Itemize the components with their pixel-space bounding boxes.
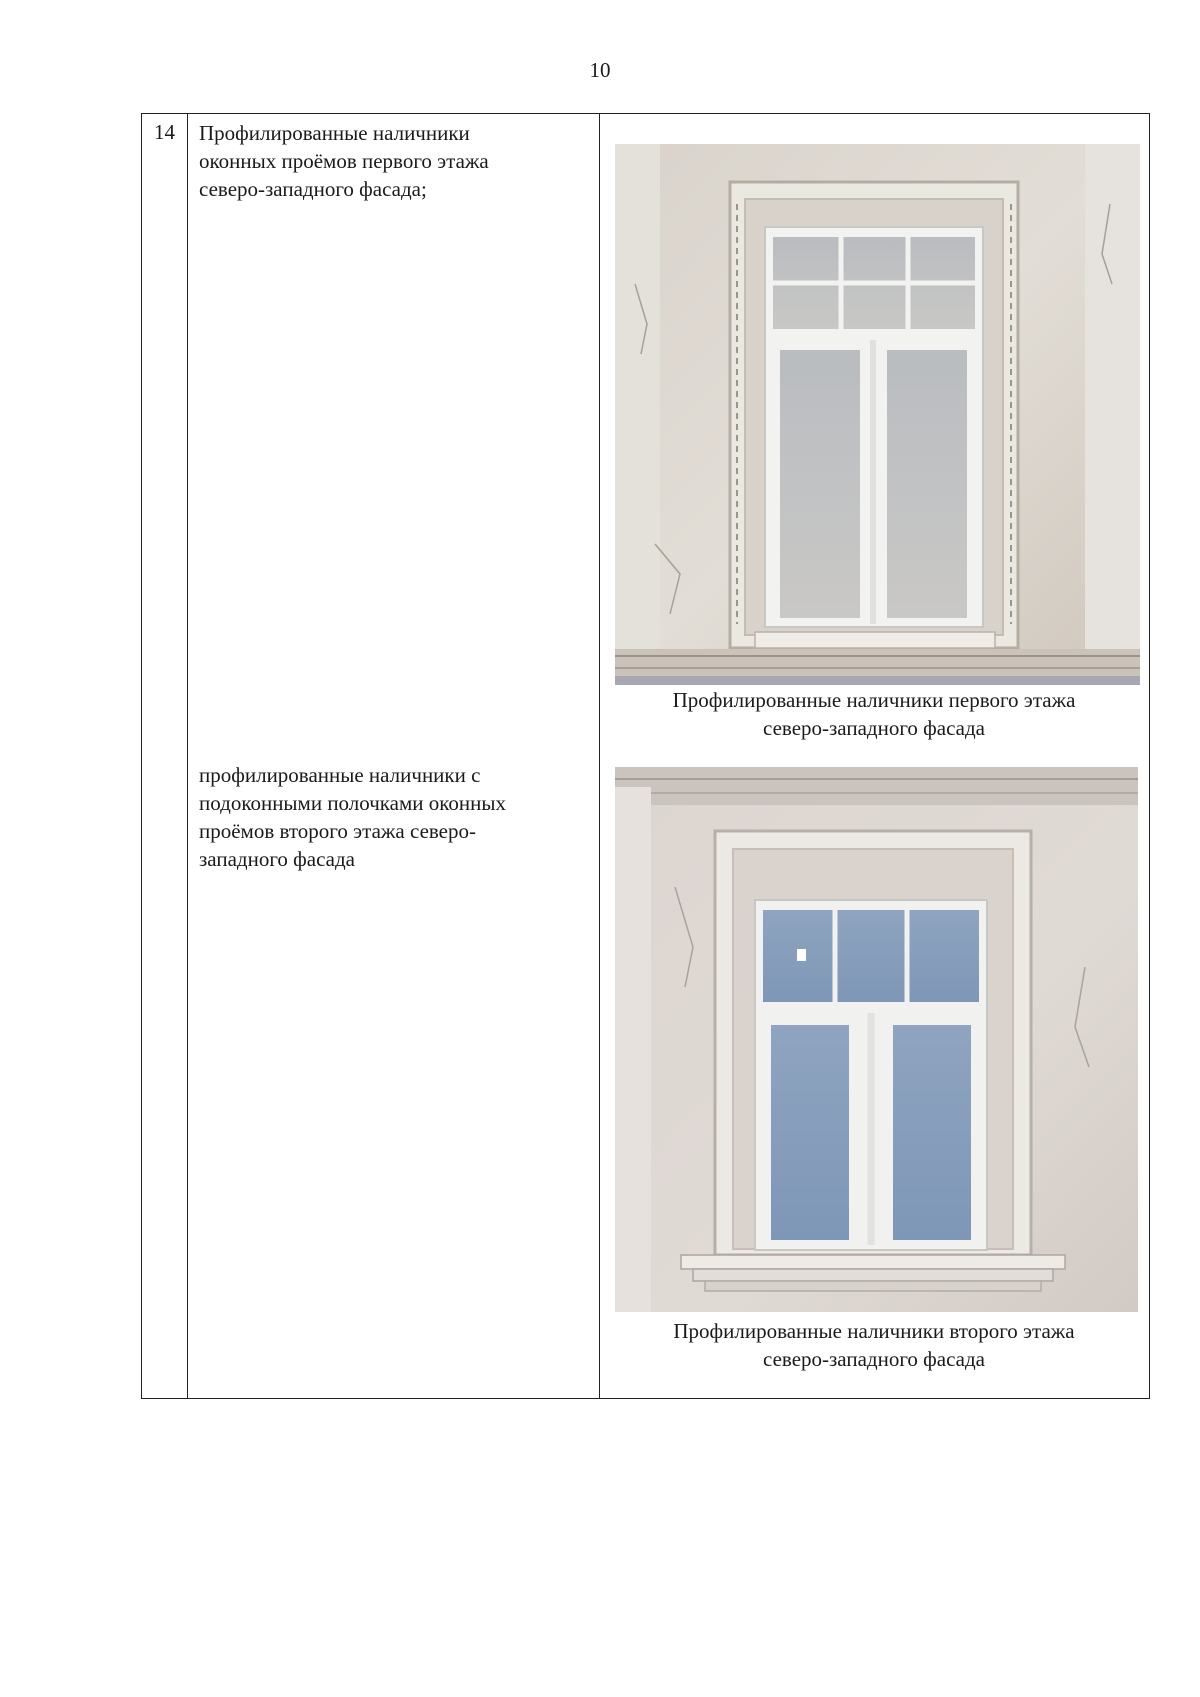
window-photo-illustration [615,767,1138,1312]
photo-caption [599,1317,1149,1373]
photo-first-floor-window [615,144,1140,685]
description-line: западного фасада [199,847,355,871]
caption-line: Профилированные наличники второго этажа [673,1319,1075,1343]
description-second-floor [199,761,589,873]
column-divider [187,114,188,1398]
window-photo-illustration [615,144,1140,685]
photo-second-floor-window [615,767,1138,1312]
row-number: 14 [154,120,175,144]
document-table [141,113,1150,1399]
description-line: северо-западного фасада; [199,177,427,201]
description-line: Профилированные наличники [199,121,470,145]
column-divider [599,114,600,1398]
caption-line: северо-западного фасада [763,716,985,740]
page-number: 10 [589,58,611,82]
caption-line: Профилированные наличники первого этажа [672,688,1076,712]
description-line: профилированные наличники с [199,763,481,787]
description-line: проёмов второго этажа северо- [199,819,476,843]
description-line: оконных проёмов первого этажа [199,149,489,173]
photo-caption [599,686,1149,742]
description-line: подоконными полочками оконных [199,791,506,815]
caption-line: северо-западного фасада [763,1347,985,1371]
description-first-floor [199,119,589,203]
